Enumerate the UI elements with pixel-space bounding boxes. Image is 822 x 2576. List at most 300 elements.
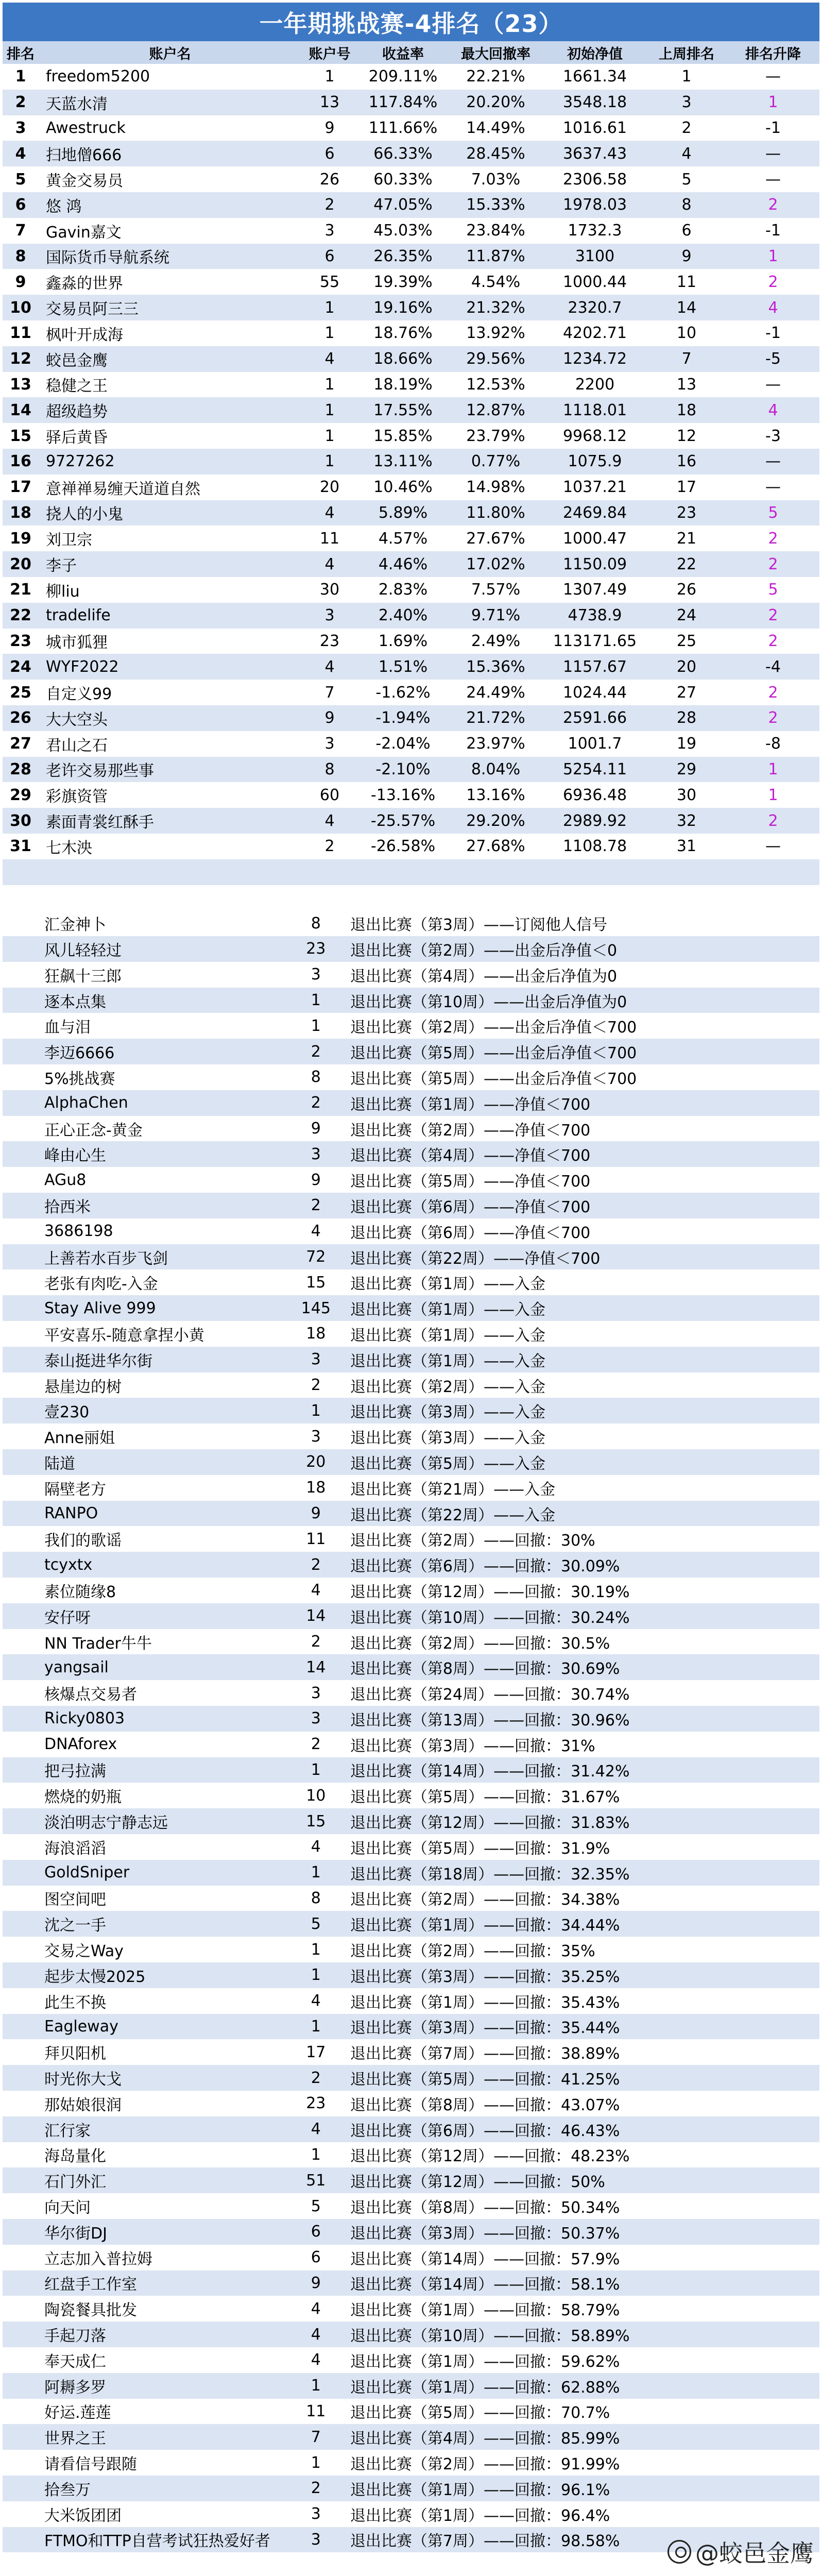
exit-status-cell: 退出比赛（第10周）——出金后净值为0 [350, 993, 627, 1011]
exit-account-name-cell: 拜贝阳机 [44, 2045, 106, 2063]
exit-account-name-cell: 拾叁万 [44, 2481, 91, 2499]
exit-account-name-cell: 隔壁老方 [44, 1480, 106, 1499]
exit-status-cell: 退出比赛（第5周）——回撤：41.25% [350, 2071, 620, 2089]
drawdown-cell: 7.03% [471, 170, 521, 189]
account-name-cell: 自定义99 [46, 685, 112, 704]
initial-nav-cell: 1016.61 [562, 118, 627, 137]
drawdown-cell: 4.54% [471, 273, 521, 291]
header-last-week-rank: 上周排名 [659, 46, 714, 62]
table-row [3, 782, 819, 808]
account-no-cell: 1 [324, 67, 335, 86]
rank-change-cell: — [765, 478, 781, 497]
table-row [3, 577, 819, 603]
exit-account-no-cell: 3 [311, 965, 321, 984]
last-week-rank-cell: 14 [676, 298, 697, 317]
exit-row [3, 2476, 819, 2501]
exit-row [3, 1526, 819, 1552]
exit-row [3, 1475, 819, 1501]
return-cell: 2.83% [378, 581, 428, 599]
account-no-cell: 11 [319, 529, 340, 548]
exit-account-name-cell: 海岛量化 [44, 2147, 106, 2166]
exit-account-name-cell: 奉天成仁 [44, 2352, 106, 2371]
initial-nav-cell: 1075.9 [568, 452, 622, 471]
last-week-rank-cell: 3 [681, 93, 692, 112]
exit-status-cell: 退出比赛（第2周）——回撤：30.5% [350, 1634, 610, 1653]
exit-row [3, 1937, 819, 1962]
exit-row [3, 1013, 819, 1039]
exited-list [3, 910, 819, 2552]
exit-row [3, 1962, 819, 1988]
initial-nav-cell: 2320.7 [568, 298, 622, 317]
initial-nav-cell: 9968.12 [562, 427, 627, 445]
last-week-rank-cell: 19 [676, 735, 697, 753]
exit-row [3, 1269, 819, 1295]
exit-status-cell: 退出比赛（第1周）——回撤：34.44% [350, 1917, 620, 1935]
rank-cell: 23 [10, 632, 31, 650]
account-name-cell: 扫地僧666 [46, 146, 122, 165]
exit-account-no-cell: 2 [311, 1376, 321, 1395]
initial-nav-cell: 2591.66 [562, 709, 627, 727]
exit-status-cell: 退出比赛（第3周）——回撤：31% [350, 1737, 595, 1755]
last-week-rank-cell: 9 [681, 247, 692, 265]
exit-account-name-cell: 那姑娘很润 [44, 2096, 122, 2114]
exit-account-name-cell: 壹230 [44, 1403, 90, 1422]
exit-status-cell: 退出比赛（第5周）——净值＜700 [350, 1173, 591, 1191]
rank-cell: 18 [10, 503, 31, 522]
exit-account-name-cell: 悬崖边的树 [44, 1378, 122, 1396]
exit-account-name-cell: 平安喜乐-随意拿捏小黄 [44, 1326, 204, 1345]
exit-status-cell: 退出比赛（第4周）——净值＜700 [350, 1147, 591, 1165]
exit-account-name-cell: 起步太慢2025 [44, 1968, 146, 1986]
exit-account-name-cell: GoldSniper [44, 1863, 130, 1882]
account-no-cell: 26 [319, 170, 340, 189]
last-week-rank-cell: 17 [676, 478, 697, 497]
drawdown-cell: 13.92% [466, 324, 525, 343]
exit-row [3, 2296, 819, 2321]
rank-cell: 12 [10, 350, 31, 368]
exit-account-no-cell: 4 [311, 1992, 321, 2010]
exit-account-name-cell: 老张有肉吃-入金 [44, 1275, 158, 1294]
exit-account-no-cell: 1 [311, 1401, 321, 1420]
exit-account-no-cell: 72 [306, 1248, 326, 1266]
exit-row [3, 1860, 819, 1886]
exit-account-no-cell: 1 [311, 1016, 321, 1035]
account-no-cell: 6 [324, 247, 335, 265]
return-cell: 19.39% [373, 273, 433, 291]
drawdown-cell: 23.84% [466, 222, 525, 240]
exit-account-name-cell: 向天问 [44, 2199, 91, 2217]
initial-nav-cell: 1307.49 [562, 581, 627, 599]
exit-row [3, 2270, 819, 2296]
exit-row [3, 2424, 819, 2450]
exit-account-no-cell: 18 [306, 1325, 326, 1343]
exit-row [3, 2091, 819, 2116]
table-header [3, 41, 819, 64]
exit-account-no-cell: 3 [311, 1350, 321, 1369]
last-week-rank-cell: 10 [676, 324, 697, 343]
exit-account-no-cell: 2 [311, 1042, 321, 1061]
exit-row [3, 962, 819, 988]
table-row [3, 834, 819, 859]
exit-status-cell: 退出比赛（第1周）——入金 [350, 1326, 546, 1345]
exit-account-name-cell: 风儿轻轻过 [44, 941, 122, 960]
exit-account-name-cell: 血与泪 [44, 1019, 91, 1037]
drawdown-cell: 21.32% [466, 298, 525, 317]
table-row [3, 680, 819, 705]
account-name-cell: 城市狐狸 [46, 634, 108, 652]
return-cell: -26.58% [370, 837, 436, 856]
last-week-rank-cell: 18 [676, 401, 697, 419]
account-name-cell: 悠 鸿 [46, 197, 82, 216]
exit-account-no-cell: 2 [311, 1196, 321, 1215]
account-no-cell: 3 [324, 222, 335, 240]
header-max-drawdown: 最大回撤率 [461, 46, 530, 62]
account-no-cell: 3 [324, 735, 335, 753]
exit-account-no-cell: 4 [311, 1838, 321, 1856]
rank-cell: 2 [15, 93, 26, 112]
account-no-cell: 1 [324, 324, 335, 343]
initial-nav-cell: 1108.78 [562, 837, 627, 856]
initial-nav-cell: 1001.7 [568, 735, 622, 753]
initial-nav-cell: 1732.3 [568, 222, 622, 240]
table-row [3, 551, 819, 577]
table-row [3, 269, 819, 295]
section-separator [3, 885, 819, 911]
exit-row [3, 1347, 819, 1372]
account-name-cell: 枫叶开成海 [46, 326, 123, 344]
exit-row [3, 1321, 819, 1347]
exit-account-no-cell: 7 [311, 2428, 321, 2446]
exit-status-cell: 退出比赛（第10周）——回撤：30.24% [350, 1608, 630, 1627]
exit-row [3, 1680, 819, 1706]
exit-status-cell: 退出比赛（第1周）——回撤：59.62% [350, 2352, 620, 2371]
drawdown-cell: 7.57% [471, 581, 521, 599]
account-name-cell: 天蓝水清 [46, 95, 108, 113]
exit-row [3, 1808, 819, 1834]
account-no-cell: 9 [324, 118, 335, 137]
rank-change-cell: — [765, 170, 781, 189]
header-return: 收益率 [382, 46, 424, 62]
drawdown-cell: 11.87% [466, 247, 525, 265]
initial-nav-cell: 1118.01 [562, 401, 627, 419]
account-name-cell: 大大空头 [46, 710, 108, 729]
account-no-cell: 4 [324, 350, 335, 368]
return-cell: 5.89% [378, 503, 428, 522]
table-row [3, 705, 819, 731]
exit-account-name-cell: AlphaChen [44, 1094, 128, 1112]
exit-account-no-cell: 8 [311, 1068, 321, 1087]
return-cell: 10.46% [373, 478, 433, 497]
return-cell: 209.11% [368, 67, 438, 86]
exit-row [3, 1372, 819, 1398]
rank-change-cell: -5 [765, 350, 781, 368]
rank-change-cell: 2 [768, 529, 778, 548]
table-row [3, 500, 819, 526]
exit-status-cell: 退出比赛（第1周）——入金 [350, 1301, 546, 1319]
exit-status-cell: 退出比赛（第1周）——回撤：58.79% [350, 2301, 620, 2320]
table-row [3, 346, 819, 372]
exit-status-cell: 退出比赛（第12周）——回撤：30.19% [350, 1583, 630, 1601]
exit-row [3, 1039, 819, 1064]
exit-account-name-cell: 素位随缘8 [44, 1583, 116, 1601]
exit-row [3, 2167, 819, 2193]
exit-account-name-cell: 世界之王 [44, 2430, 106, 2448]
exit-status-cell: 退出比赛（第8周）——回撤：43.07% [350, 2096, 620, 2114]
account-name-cell: tradelife [46, 606, 111, 625]
drawdown-cell: 23.97% [466, 735, 525, 753]
exit-status-cell: 退出比赛（第5周）——出金后净值＜700 [350, 1044, 637, 1063]
initial-nav-cell: 5254.11 [562, 760, 627, 778]
last-week-rank-cell: 26 [676, 581, 697, 599]
table-row [3, 192, 819, 218]
exit-row [3, 2245, 819, 2270]
initial-nav-cell: 1661.34 [562, 67, 627, 86]
exit-account-name-cell: 手起刀落 [44, 2327, 106, 2346]
exit-row [3, 1090, 819, 1116]
exit-status-cell: 退出比赛（第4周）——回撤：85.99% [350, 2430, 620, 2448]
rank-change-cell: 2 [768, 273, 778, 291]
exit-account-no-cell: 1 [311, 2145, 321, 2164]
exit-row [3, 1064, 819, 1090]
account-no-cell: 9 [324, 709, 335, 727]
rank-change-cell: -3 [765, 427, 781, 445]
rank-cell: 26 [10, 709, 31, 727]
exit-status-cell: 退出比赛（第5周）——出金后净值＜700 [350, 1070, 637, 1088]
exit-account-no-cell: 20 [306, 1453, 326, 1471]
exit-row [3, 2347, 819, 2373]
exit-account-no-cell: 9 [311, 1504, 321, 1523]
exit-account-name-cell: yangsail [44, 1658, 109, 1676]
exit-account-name-cell: Stay Alive 999 [44, 1299, 156, 1317]
section-separator [3, 859, 819, 885]
last-week-rank-cell: 20 [676, 657, 697, 676]
exit-account-no-cell: 17 [306, 2043, 326, 2061]
return-cell: -2.04% [375, 735, 431, 753]
drawdown-cell: 29.20% [466, 811, 525, 830]
return-cell: 60.33% [373, 170, 433, 189]
return-cell: -1.62% [375, 683, 431, 702]
exit-account-no-cell: 9 [311, 2274, 321, 2292]
initial-nav-cell: 2200 [575, 375, 615, 394]
exit-account-name-cell: 核爆点交易者 [44, 1686, 137, 1704]
table-row [3, 115, 819, 141]
rank-change-cell: — [765, 452, 781, 471]
initial-nav-cell: 113171.65 [553, 632, 637, 650]
account-no-cell: 2 [324, 196, 335, 214]
account-no-cell: 8 [324, 760, 335, 778]
account-name-cell: 刘卫宗 [46, 531, 92, 550]
last-week-rank-cell: 16 [676, 452, 697, 471]
exit-status-cell: 退出比赛（第6周）——净值＜700 [350, 1198, 591, 1216]
rank-cell: 3 [15, 118, 26, 137]
return-cell: 1.69% [378, 632, 428, 650]
rank-cell: 7 [15, 222, 26, 240]
last-week-rank-cell: 23 [676, 503, 697, 522]
rank-change-cell: 1 [768, 786, 778, 804]
exit-row [3, 2450, 819, 2476]
last-week-rank-cell: 24 [676, 606, 697, 625]
exit-account-no-cell: 145 [301, 1299, 331, 1317]
exit-status-cell: 退出比赛（第13周）——回撤：30.96% [350, 1711, 630, 1730]
rank-change-cell: -1 [765, 118, 781, 137]
account-no-cell: 1 [324, 375, 335, 394]
exit-row [3, 1167, 819, 1193]
account-no-cell: 3 [324, 606, 335, 625]
drawdown-cell: 21.72% [466, 709, 525, 727]
exit-account-no-cell: 2 [311, 2479, 321, 2498]
table-row [3, 423, 819, 449]
exit-status-cell: 退出比赛（第2周）——净值＜700 [350, 1121, 591, 1140]
exit-account-no-cell: 15 [306, 1812, 326, 1831]
drawdown-cell: 11.80% [466, 503, 525, 522]
exit-row [3, 988, 819, 1013]
initial-nav-cell: 1037.21 [562, 478, 627, 497]
account-name-cell: 意禅禅易缠天道道自然 [46, 480, 200, 498]
return-cell: -13.16% [370, 786, 436, 804]
exit-status-cell: 退出比赛（第2周）——回撤：34.38% [350, 1891, 620, 1909]
rank-change-cell: 5 [768, 581, 778, 599]
exit-account-name-cell: 李迈6666 [44, 1044, 115, 1063]
return-cell: 18.19% [373, 375, 433, 394]
account-no-cell: 1 [324, 298, 335, 317]
exit-account-no-cell: 2 [311, 1735, 321, 1754]
watermark [667, 2535, 814, 2569]
return-cell: 1.51% [378, 657, 428, 676]
rank-cell: 24 [10, 657, 31, 676]
exit-status-cell: 退出比赛（第1周）——入金 [350, 1275, 546, 1294]
exit-status-cell: 退出比赛（第3周）——入金 [350, 1403, 546, 1422]
account-name-cell: 李子 [46, 557, 77, 575]
last-week-rank-cell: 7 [681, 350, 692, 368]
exit-account-name-cell: 立志加入普拉姆 [44, 2250, 152, 2268]
table-row [3, 372, 819, 398]
exit-account-name-cell: 大米饭团团 [44, 2506, 122, 2525]
exit-row [3, 1295, 819, 1321]
exit-account-name-cell: 峰由心生 [44, 1147, 106, 1165]
table-row [3, 397, 819, 423]
exit-account-no-cell: 4 [311, 1581, 321, 1600]
account-no-cell: 13 [319, 93, 340, 112]
exit-status-cell: 退出比赛（第5周）——回撤：31.67% [350, 1788, 620, 1807]
rank-change-cell: 2 [768, 683, 778, 702]
table-row [3, 449, 819, 474]
account-name-cell: 超级趋势 [46, 403, 108, 421]
rank-change-cell: — [765, 375, 781, 394]
exit-status-cell: 退出比赛（第3周）——订阅他人信号 [350, 916, 608, 935]
initial-nav-cell: 3100 [575, 247, 615, 265]
exit-account-name-cell: 5%挑战赛 [44, 1070, 115, 1088]
rank-cell: 21 [10, 581, 31, 599]
account-no-cell: 1 [324, 452, 335, 471]
account-name-cell: 挠人的小鬼 [46, 505, 123, 524]
initial-nav-cell: 2989.92 [562, 811, 627, 830]
rank-cell: 1 [15, 67, 26, 86]
header-account-name: 账户名 [149, 46, 191, 62]
initial-nav-cell: 3548.18 [562, 93, 627, 112]
return-cell: 4.57% [378, 529, 428, 548]
account-no-cell: 20 [319, 478, 340, 497]
account-name-cell: 七木泱 [46, 839, 92, 857]
ranking-sheet [3, 3, 819, 2552]
drawdown-cell: 20.20% [466, 93, 525, 112]
account-no-cell: 1 [324, 427, 335, 445]
exit-row [3, 910, 819, 936]
rank-cell: 14 [10, 401, 31, 419]
exit-account-no-cell: 8 [311, 914, 321, 933]
exit-account-no-cell: 9 [311, 1120, 321, 1138]
drawdown-cell: 12.87% [466, 401, 525, 419]
exit-row [3, 2373, 819, 2399]
rank-cell: 20 [10, 555, 31, 573]
rank-change-cell: — [765, 144, 781, 163]
initial-nav-cell: 2306.58 [562, 170, 627, 189]
exit-account-no-cell: 2 [311, 1094, 321, 1112]
exit-account-no-cell: 14 [306, 1607, 326, 1625]
account-no-cell: 4 [324, 657, 335, 676]
exit-status-cell: 退出比赛（第14周）——回撤：31.42% [350, 1762, 630, 1781]
header-account-no: 账户号 [309, 46, 351, 62]
exit-account-name-cell: 阿耨多罗 [44, 2378, 106, 2397]
exit-account-no-cell: 23 [306, 2094, 326, 2113]
exit-status-cell: 退出比赛（第2周）——入金 [350, 1378, 546, 1396]
account-name-cell: WYF2022 [46, 657, 119, 676]
exit-row [3, 1783, 819, 1808]
exit-row [3, 2193, 819, 2219]
table-row [3, 295, 819, 320]
exit-row [3, 1911, 819, 1937]
exit-account-no-cell: 6 [311, 2223, 321, 2241]
last-week-rank-cell: 32 [676, 811, 697, 830]
last-week-rank-cell: 29 [676, 760, 697, 778]
last-week-rank-cell: 4 [681, 144, 692, 163]
last-week-rank-cell: 8 [681, 196, 692, 214]
exit-status-cell: 退出比赛（第3周）——入金 [350, 1429, 546, 1448]
last-week-rank-cell: 1 [681, 67, 692, 86]
exit-status-cell: 退出比赛（第8周）——回撤：30.69% [350, 1660, 620, 1679]
rank-change-cell: 5 [768, 503, 778, 522]
exit-row [3, 1193, 819, 1218]
initial-nav-cell: 1234.72 [562, 350, 627, 368]
table-row [3, 64, 819, 90]
exit-account-name-cell: tcyxtx [44, 1555, 93, 1574]
rank-cell: 11 [10, 324, 31, 343]
rank-change-cell: — [765, 837, 781, 856]
exit-account-no-cell: 5 [311, 1914, 321, 1933]
exit-account-no-cell: 1 [311, 1760, 321, 1779]
exit-account-name-cell: 陶瓷餐具批发 [44, 2301, 137, 2320]
initial-nav-cell: 1150.09 [562, 555, 627, 573]
return-cell: 2.40% [378, 606, 428, 625]
exit-account-name-cell: 把弓拉满 [44, 1762, 106, 1781]
exit-status-cell: 退出比赛（第5周）——回撤：31.9% [350, 1839, 610, 1858]
exit-account-name-cell: 淡泊明志宁静志远 [44, 1814, 168, 1833]
rank-change-cell: 4 [768, 401, 778, 419]
exit-account-name-cell: Eagleway [44, 2017, 118, 2036]
account-name-cell: 蛟邑金鹰 [46, 351, 108, 370]
exit-status-cell: 退出比赛（第1周）——入金 [350, 1352, 546, 1370]
exit-account-name-cell: 沈之一手 [44, 1917, 106, 1935]
rank-change-cell: 1 [768, 247, 778, 265]
rank-cell: 5 [15, 170, 26, 189]
rank-cell: 27 [10, 735, 31, 753]
return-cell: 66.33% [373, 144, 433, 163]
account-name-cell: Awestruck [46, 118, 126, 137]
exit-account-no-cell: 9 [311, 1171, 321, 1189]
drawdown-cell: 13.16% [466, 786, 525, 804]
exit-account-name-cell: 拾西米 [44, 1198, 91, 1216]
drawdown-cell: 14.49% [466, 118, 525, 137]
exit-account-name-cell: 安仔呀 [44, 1608, 91, 1627]
